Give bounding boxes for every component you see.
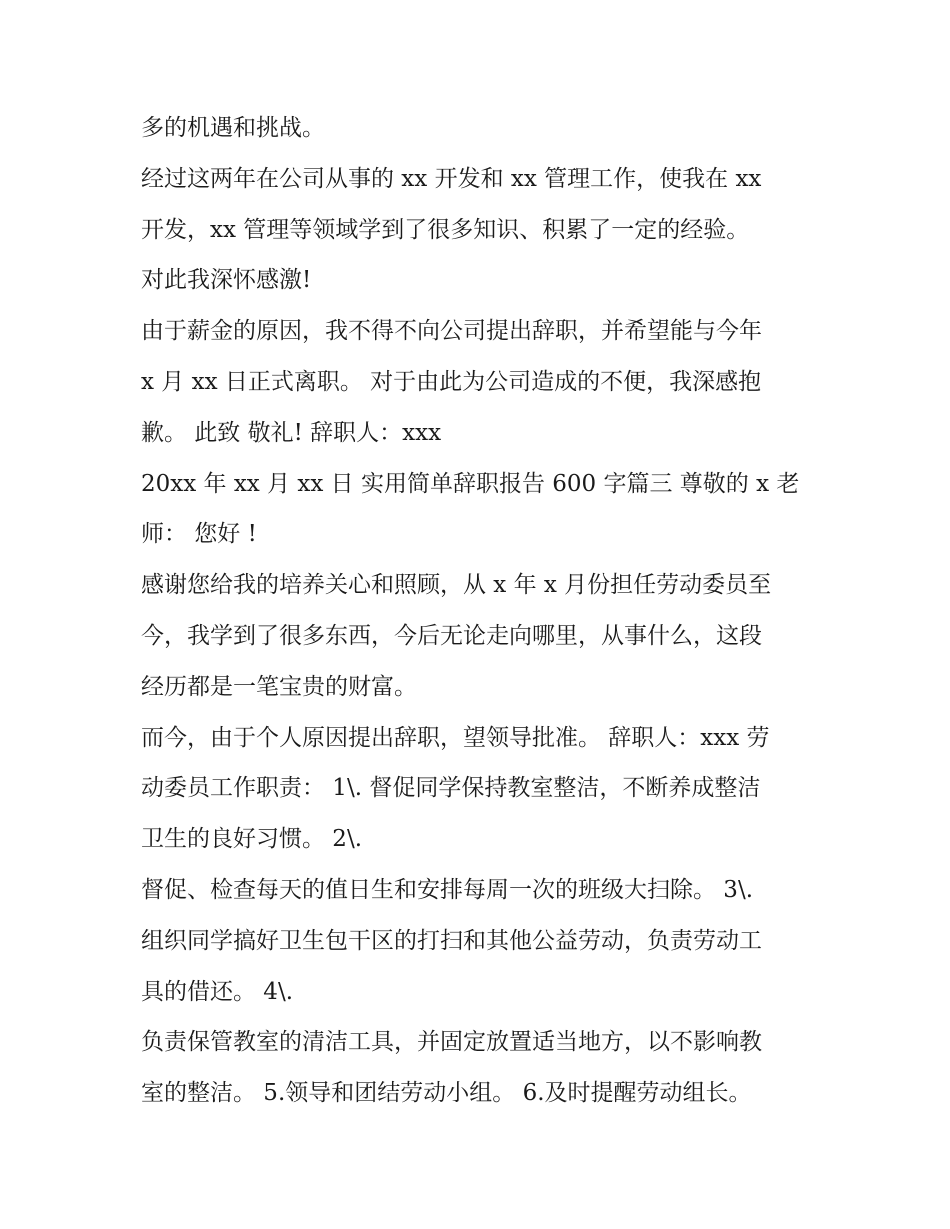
text-line: 今，我学到了很多东西，今后无论走向哪里，从事什么，这段 [141, 622, 762, 649]
text-line: 感谢您给我的培养关心和照顾，从 x 年 x 月份担任劳动委员至 [141, 572, 772, 599]
text-line: 而今，由于个人原因提出辞职，望领导批准。 辞职人：xxx 劳 [141, 724, 770, 751]
text-line: 开发，xx 管理等领域学到了很多知识、积累了一定的经验。 [141, 216, 750, 243]
text-line: 经历都是一笔宝贵的财富。 [141, 673, 417, 700]
document-body [141, 108, 821, 1124]
text-line: 对此我深怀感激! [141, 267, 312, 294]
text-line: 动委员工作职责： 1\. 督促同学保持教室整洁，不断养成整洁 [141, 775, 761, 802]
text-line: 多的机遇和挑战。 [141, 115, 325, 141]
text-line: 经过这两年在公司从事的 xx 开发和 xx 管理工作，使我在 xx [141, 165, 762, 192]
text-line: 师： 您好 ! [141, 521, 257, 548]
text-line: 组织同学搞好卫生包干区的打扫和其他公益劳动，负责劳动工 [141, 927, 762, 954]
text-line: 歉。 此致 敬礼! 辞职人：xxx [141, 419, 442, 446]
text-line: x 月 xx 日正式离职。 对于由此为公司造成的不便，我深感抱 [141, 368, 762, 395]
text-line: 负责保管教室的清洁工具，并固定放置适当地方，以不影响教 [141, 1029, 762, 1056]
text-line: 由于薪金的原因，我不得不向公司提出辞职，并希望能与今年 [141, 318, 762, 345]
text-line: 具的借还。 4\. [141, 978, 294, 1005]
text-line: 卫生的良好习惯。 2\. [141, 826, 363, 853]
text-line: 督促、检查每天的值日生和安排每周一次的班级大扫除。 3\. [141, 876, 754, 903]
text-line: 20xx 年 xx 月 xx 日 实用简单辞职报告 600 字篇三 尊敬的 x 老 [141, 470, 800, 497]
text-line: 室的整洁。 5.领导和团结劳动小组。 6.及时提醒劳动组长。 [141, 1080, 752, 1107]
